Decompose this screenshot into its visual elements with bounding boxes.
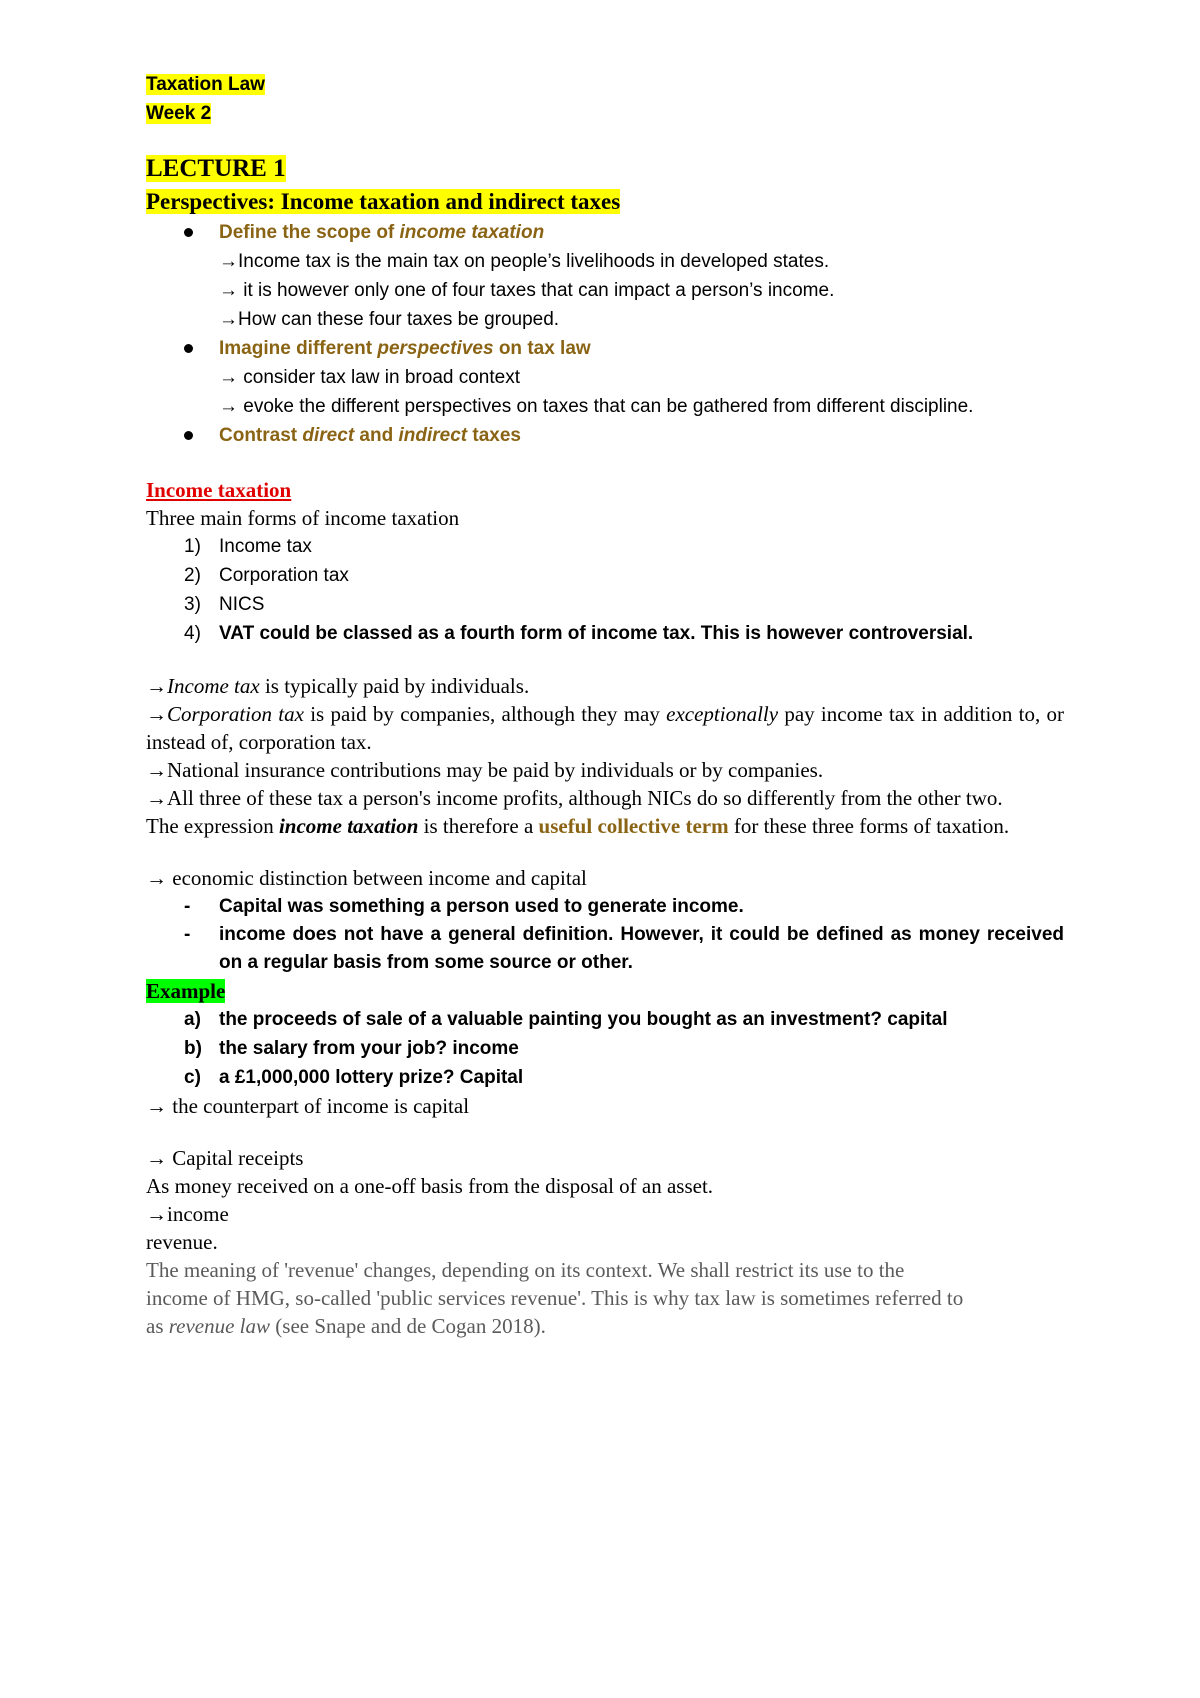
income-line: →income	[146, 1202, 229, 1226]
example-letter: a)	[184, 1009, 201, 1030]
em-income-taxation: income taxation	[278, 814, 419, 838]
lecture-title-text: Perspectives: Income taxation and indirect taxes	[146, 189, 621, 214]
example-label-text: Example	[146, 979, 226, 1003]
example-letter: b)	[184, 1038, 202, 1059]
objective-3-lead: Contrast	[219, 425, 303, 446]
revenue-line: revenue.	[146, 1230, 218, 1254]
bullet-icon	[184, 431, 193, 440]
dash-glyph: -	[184, 924, 191, 945]
income-taxation-heading: Income taxation	[146, 478, 292, 502]
lecture-number	[146, 152, 1064, 186]
counterpart-line: → the counterpart of income is capital	[146, 1094, 470, 1118]
form-number: 3)	[184, 594, 201, 615]
example-text: the proceeds of sale of a valuable painting you bought as an investment? capital	[219, 1009, 948, 1030]
form-number: 4)	[184, 623, 201, 644]
example-label	[146, 977, 1064, 1005]
paragraph-income-tax	[146, 672, 1064, 700]
income-taxation-intro: Three main forms of income taxation	[146, 506, 460, 530]
form-number: 1)	[184, 536, 201, 557]
objectives-list	[146, 218, 1064, 450]
week-label	[146, 99, 1064, 128]
form-number: 2)	[184, 565, 201, 586]
highlight-collective-term: useful collective term	[538, 814, 729, 838]
em-corporation-tax: Corporation tax	[167, 702, 304, 726]
objective-2	[146, 334, 1064, 363]
form-item-2	[146, 561, 1064, 590]
objective-3-tail: taxes	[467, 425, 521, 446]
objective-1-point-1: →Income tax is the main tax on people’s livelihoods in developed states.	[219, 251, 830, 272]
paragraph-corporation-tax	[146, 700, 1064, 756]
objective-1-lead: Define the scope of	[219, 222, 400, 243]
revenue-quote	[146, 1256, 966, 1340]
objective-1	[146, 218, 1064, 247]
paragraph-rest: pay income tax in addition to, or instead of, corporation tax.	[146, 702, 1064, 754]
objective-3-em-direct: direct	[302, 425, 355, 446]
objective-2-lead: Imagine different	[219, 338, 378, 359]
em-exceptionally: exceptionally	[666, 702, 779, 726]
income-taxation-body	[146, 672, 1064, 840]
arrow-glyph: →	[146, 702, 167, 726]
dash-glyph: -	[184, 896, 191, 917]
objective-2-em: perspectives	[377, 338, 494, 359]
income-forms-list	[146, 532, 1064, 648]
objective-1-em: income taxation	[399, 222, 545, 243]
objective-3	[146, 421, 1064, 450]
capital-dash-list	[146, 892, 1064, 977]
paragraph-nics: →National insurance contributions may be paid by individuals or by companies.	[146, 758, 824, 782]
capital-distinction: → economic distinction between income and capital	[146, 866, 587, 890]
form-text: Corporation tax	[219, 565, 349, 586]
bullet-icon	[184, 228, 193, 237]
em-revenue-law: revenue law	[168, 1314, 271, 1338]
course-title-text: Taxation Law	[146, 74, 265, 95]
paragraph-mid: is paid by companies, although they may	[303, 702, 667, 726]
quote-rest: (see Snape and de Cogan 2018).	[270, 1314, 546, 1338]
bullet-icon	[184, 344, 193, 353]
example-text: a £1,000,000 lottery prize? Capital	[219, 1067, 524, 1088]
example-letter: c)	[184, 1067, 201, 1088]
form-text: NICS	[219, 594, 265, 615]
form-item-4	[146, 619, 1064, 648]
paragraph-rest: is typically paid by individuals.	[259, 674, 530, 698]
receipts-section	[146, 1144, 1064, 1340]
arrow-glyph: →	[146, 674, 167, 698]
paragraph-lead: The expression	[146, 814, 279, 838]
objective-2-tail: on tax law	[493, 338, 591, 359]
week-label-text: Week 2	[146, 103, 212, 124]
course-title	[146, 70, 1064, 99]
objective-3-em-indirect: indirect	[398, 425, 468, 446]
example-text: the salary from your job? income	[219, 1038, 519, 1059]
document-page	[146, 70, 1064, 1340]
dash-item-1	[146, 892, 1064, 921]
example-item-b	[146, 1034, 1064, 1063]
objective-2-point-1: → consider tax law in broad context	[219, 367, 520, 388]
lecture-title	[146, 186, 1064, 218]
paragraph-rest: for these three forms of taxation.	[728, 814, 1010, 838]
form-text: VAT could be classed as a fourth form of income tax. This is however controversial.	[219, 623, 974, 644]
objective-1-point-3: →How can these four taxes be grouped.	[219, 309, 560, 330]
lecture-number-text: LECTURE 1	[146, 155, 286, 182]
example-item-a	[146, 1005, 1064, 1034]
examples-list	[146, 1005, 1064, 1092]
objective-2-point-2: → evoke the different perspectives on taxes that can be gathered from different discipline.	[219, 396, 974, 417]
objective-1-point-2: → it is however only one of four taxes that can impact a person’s income.	[219, 280, 835, 301]
em-income-tax: Income tax	[167, 674, 260, 698]
objective-3-mid: and	[354, 425, 399, 446]
paragraph-mid: is therefore a	[418, 814, 539, 838]
dash-text: Capital was something a person used to generate income.	[219, 896, 744, 917]
form-item-1	[146, 532, 1064, 561]
form-item-3	[146, 590, 1064, 619]
dash-text: income does not have a general definition. However, it could be defined as money received on a regular basis from some source or other.	[219, 924, 1064, 973]
example-item-c	[146, 1063, 1064, 1092]
paragraph-collective-term	[146, 812, 1064, 840]
dash-item-2	[146, 921, 1064, 977]
capital-receipts-definition: As money received on a one-off basis from the disposal of an asset.	[146, 1174, 714, 1198]
paragraph-all-three: →All three of these tax a person's income profits, although NICs do so differently from the other two.	[146, 786, 1003, 810]
quote-lead: The meaning of 'revenue' changes, depending on its context. We shall restrict its use to the income of HMG, so-called 'public services revenue'. This is why tax law is sometimes referred to as	[146, 1258, 964, 1338]
form-text: Income tax	[219, 536, 312, 557]
capital-receipts-line: → Capital receipts	[146, 1146, 304, 1170]
